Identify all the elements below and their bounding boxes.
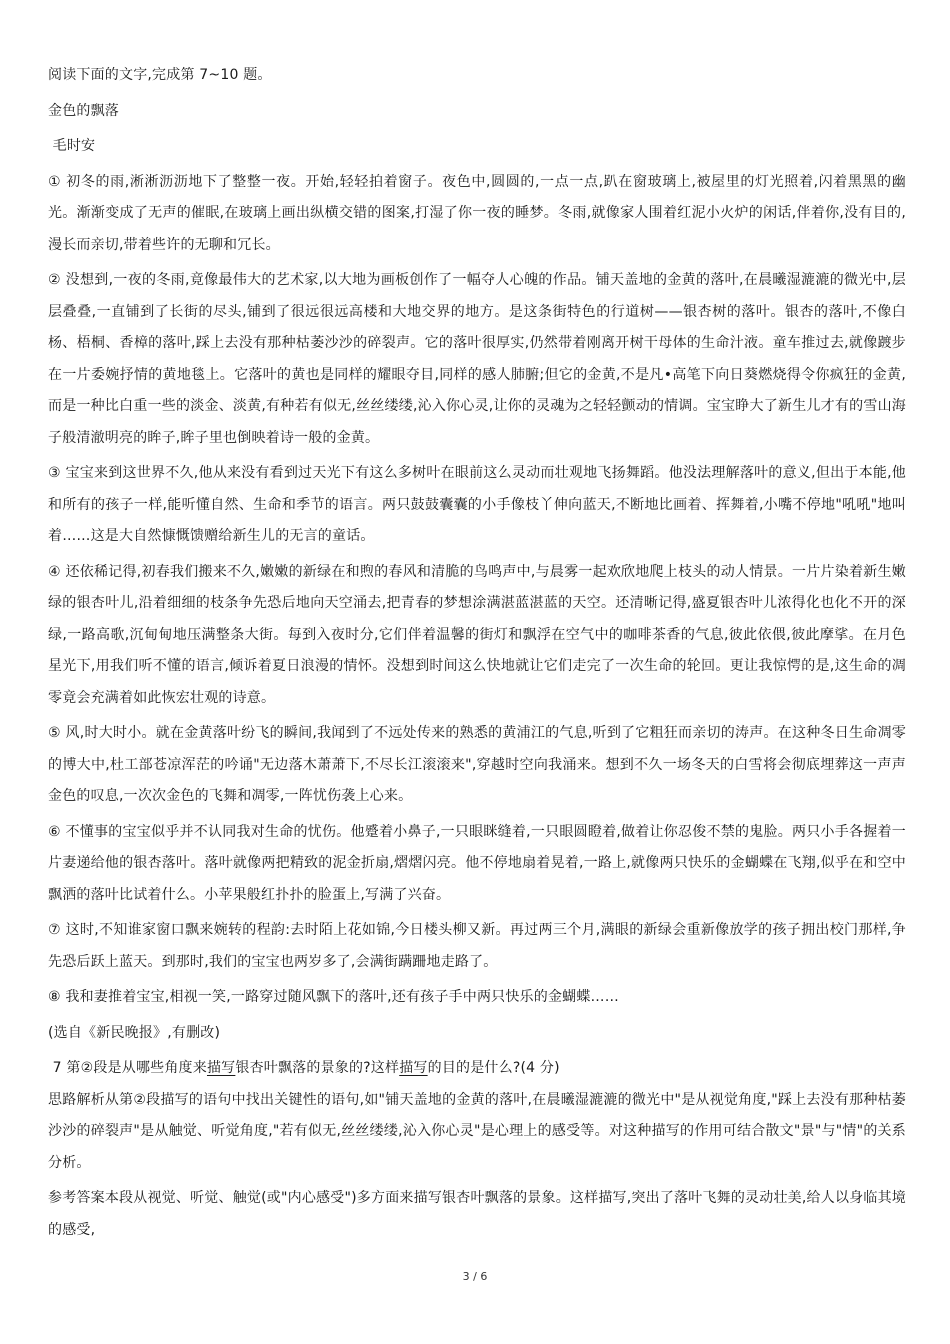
- paragraph-6: ⑥ 不懂事的宝宝似乎并不认同我对生命的忧伤。他蹙着小鼻子,一只眼眯缝着,一只眼圆瞪着,做着让你忍俊不禁的鬼脸。两只小手各握着一片妻递给他的银杏落叶。落叶就像两把精致的泥金折扇,熠熠闪亮。他不停地扇着晃着,一路上,就像两只快乐的金蝴蝶在飞翔,似乎在和空中飘洒的落叶比试着什么。小苹果般红扑扑的脸蛋上,写满了兴奋。: [48, 823, 906, 903]
- question-prefix: 7 第②段是从哪些角度来: [48, 1060, 207, 1076]
- reference-answer: 参考答案本段从视觉、听觉、触觉(或"内心感受")多方面来描写银杏叶飘落的景象。这样描写,突出了落叶飞舞的灵动壮美,给人以身临其境的感受,: [48, 1190, 906, 1238]
- paragraph-8: ⑧ 我和妻推着宝宝,相视一笑,一路穿过随风飘下的落叶,还有孩子手中两只快乐的金蝴蝶……: [48, 989, 619, 1005]
- question-underlined-word-2: 描写: [399, 1060, 428, 1076]
- paragraph-5: ⑤ 风,时大时小。就在金黄落叶纷飞的瞬间,我闻到了不远处传来的熟悉的黄浦江的气息,听到了它粗狂而亲切的涛声。在这种冬日生命凋零的博大中,杜工部苍凉浑茫的吟诵"无边落木萧萧下,不尽长江滚滚来",穿越时空向我涌来。想到不久一场冬天的白雪将会彻底埋葬这一声声金色的叹息,一次次金色的飞舞和凋零,一阵忧伤袭上心来。: [48, 725, 906, 804]
- article-author: 毛时安: [48, 138, 96, 154]
- article-title: 金色的飘落: [48, 102, 119, 119]
- paragraph-1: ① 初冬的雨,淅淅沥沥地下了整整一夜。开始,轻轻拍着窗子。夜色中,圆圆的,一点一点,趴在窗玻璃上,被屋里的灯光照着,闪着黑黑的幽光。渐渐变成了无声的催眠,在玻璃上画出纵横交错的图案,打湿了你一夜的睡梦。冬雨,就像家人围着红泥小火炉的闲话,伴着你,没有目的,漫长而亲切,带着些许的无聊和冗长。: [48, 173, 906, 253]
- question-underlined-word-1: 描写: [206, 1060, 236, 1076]
- reading-instruction: 阅读下面的文字,完成第 7~10 题。: [48, 67, 272, 83]
- page-number: 3 / 6: [462, 1270, 488, 1283]
- question-7: [48, 1053, 906, 1085]
- question-suffix: 的目的是什么?(4 分): [427, 1060, 560, 1076]
- paragraph-2: ② 没想到,一夜的冬雨,竟像最伟大的艺术家,以大地为画板创作了一幅夺人心魄的作品。铺天盖地的金黄的落叶,在晨曦湿漉漉的微光中,层层叠叠,一直铺到了长街的尽头,铺到了很远很远高楼和大地交界的地方。是这条街特色的行道树——银杏树的落叶。银杏的落叶,不像白杨、梧桐、香樟的落叶,踩上去没有那种枯萎沙沙的碎裂声。它的落叶很厚实,仍然带着刚离开树干母体的生命汁液。童车推过去,就像踱步在一片委婉抒情的黄地毯上。它落叶的黄也是同样的耀眼夺目,同样的感人肺腑;但它的金黄,不是凡•高笔下向日葵燃烧得令你疯狂的金黄,而是一种比白重一些的淡金、淡黄,有种若有似无,丝丝缕缕,沁入你心灵,让你的灵魂为之轻轻颤动的情调。宝宝睁大了新生儿才有的雪山海子般清澈明亮的眸子,眸子里也倒映着诗一般的金黄。: [48, 272, 906, 446]
- document-body: [48, 60, 906, 1246]
- paragraph-3: ③ 宝宝来到这世界不久,他从来没有看到过天光下有这么多树叶在眼前这么灵动而壮观地飞扬舞蹈。他没法理解落叶的意义,但出于本能,他和所有的孩子一样,能听懂自然、生命和季节的语言。两只鼓鼓囊囊的小手像枝丫伸向蓝天,不断地比画着、挥舞着,小嘴不停地"吼吼"地叫着……这是大自然慷慨馈赠给新生儿的无言的童话。: [48, 465, 906, 544]
- paragraph-7: ⑦ 这时,不知谁家窗口飘来婉转的程韵:去时陌上花如锦,今日楼头柳又新。再过两三个月,满眼的新绿会重新像放学的孩子拥出校门那样,争先恐后跃上蓝天。到那时,我们的宝宝也两岁多了,会满街蹒跚地走路了。: [48, 922, 906, 970]
- question-middle: 银杏叶飘落的景象的?这样: [235, 1060, 400, 1076]
- paragraph-4: ④ 还依稀记得,初春我们搬来不久,嫩嫩的新绿在和煦的春风和清脆的鸟鸣声中,与晨雾一起欢欣地爬上枝头的动人情景。一片片染着新生嫩绿的银杏叶儿,沿着细细的枝条争先恐后地向天空涌去,把青春的梦想涂满湛蓝湛蓝的天空。还清晰记得,盛夏银杏叶儿浓得化也化不开的深绿,一路高歌,沉甸甸地压满整条大街。每到入夜时分,它们伴着温馨的街灯和飘浮在空气中的咖啡茶香的气息,彼此依偎,彼此摩挲。在月色星光下,用我们听不懂的语言,倾诉着夏日浪漫的情怀。没想到时间这么快地就让它们走完了一次生命的轮回。更让我惊愕的是,这生命的凋零竟会充满着如此恢宏壮观的诗意。: [48, 563, 906, 706]
- analysis-text: 思路解析从第②段描写的语句中找出关键性的语句,如"铺天盖地的金黄的落叶,在晨曦湿漉漉的微光中"是从视觉角度,"踩上去没有那种枯萎沙沙的碎裂声"是从触觉、听觉角度,"若有似无,丝丝缕缕,沁入你心灵"是心理上的感受等。对这种描写的作用可结合散文"景"与"情"的关系分析。: [48, 1091, 906, 1171]
- source-note: (选自《新民晚报》,有删改): [48, 1024, 221, 1041]
